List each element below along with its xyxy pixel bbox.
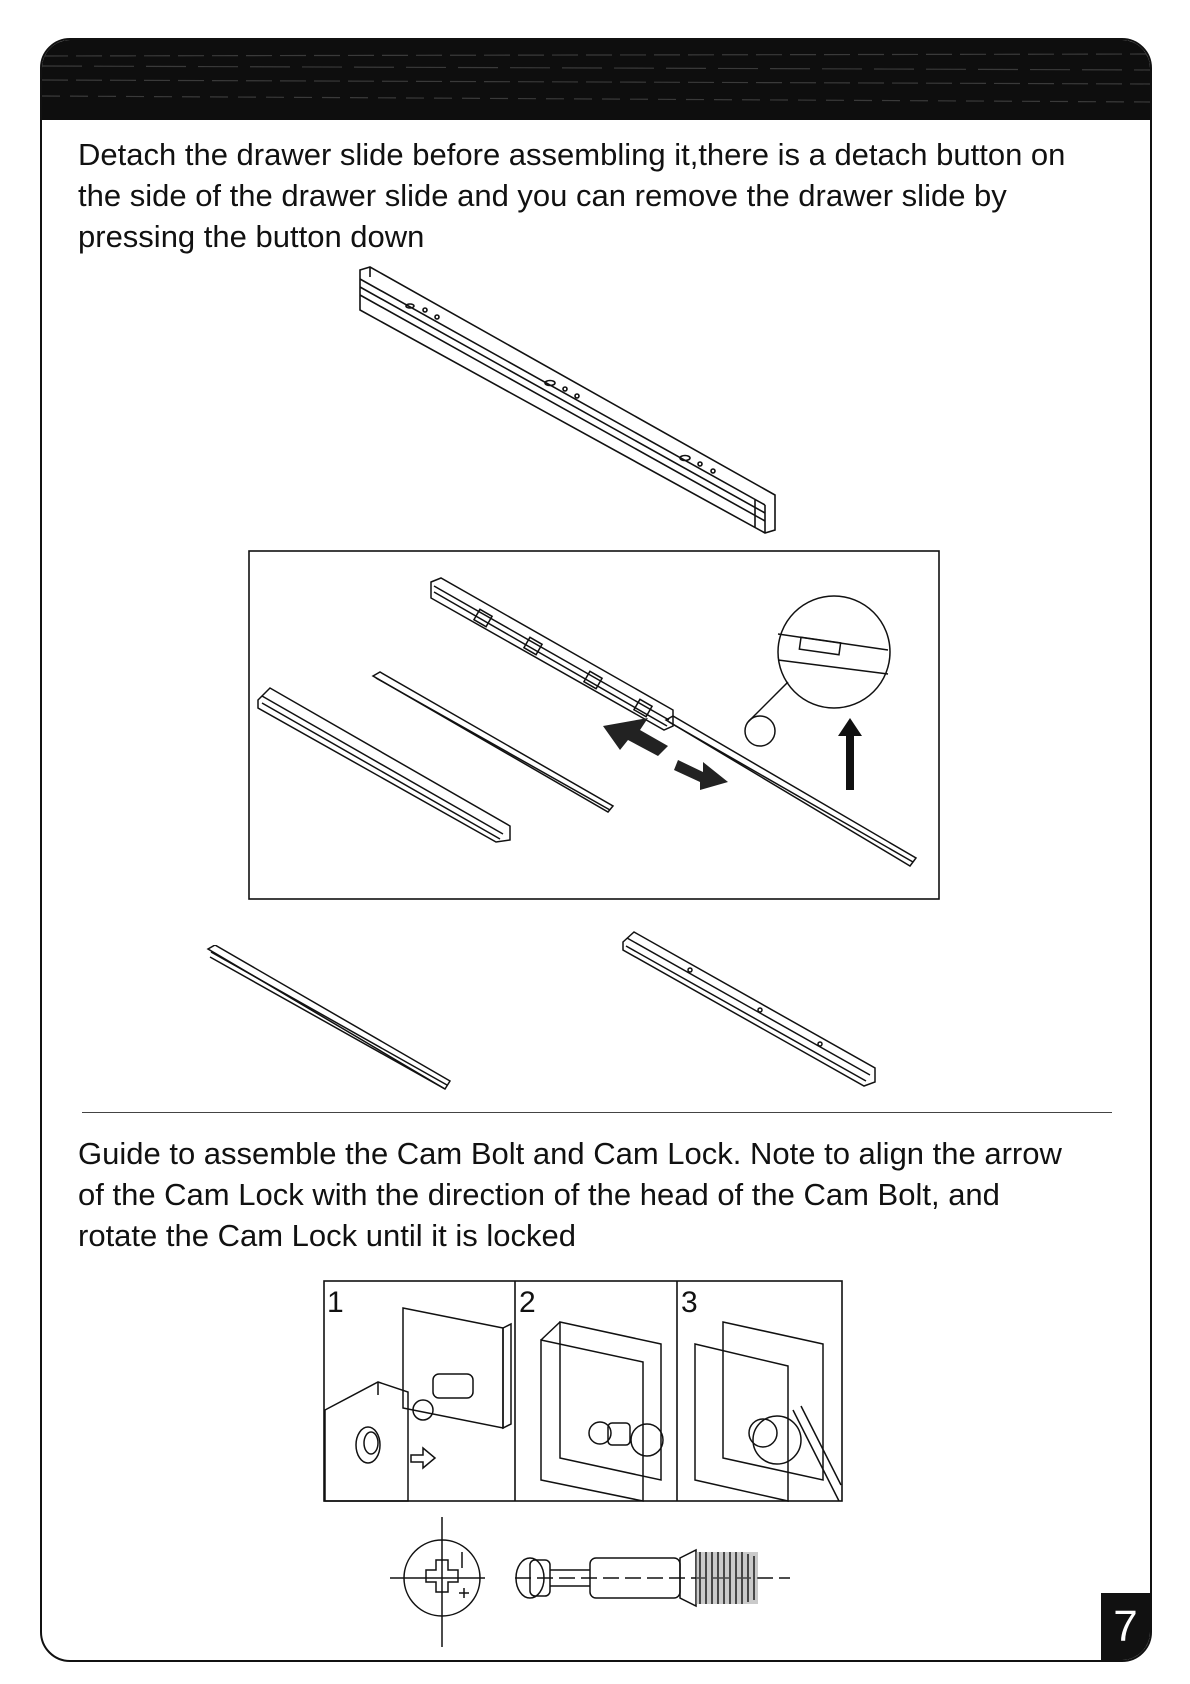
separated-inner-rail bbox=[205, 945, 455, 1095]
step-number-3: 3 bbox=[681, 1286, 698, 1319]
detach-line-1: Detach the drawer slide before assembling it,there is a detach button on bbox=[78, 137, 1066, 172]
cam-line-3: rotate the Cam Lock until it is locked bbox=[78, 1218, 576, 1253]
cam-line-2: of the Cam Lock with the direction of the head of the Cam Bolt, and bbox=[78, 1177, 1000, 1212]
section-divider bbox=[82, 1112, 1112, 1113]
cam-lock-steps-figure bbox=[323, 1280, 843, 1502]
header-band bbox=[42, 40, 1150, 120]
detach-diagram-box bbox=[248, 550, 940, 900]
separated-outer-member bbox=[620, 928, 880, 1088]
drawer-slide-assembled-figure bbox=[355, 265, 785, 540]
cam-bolt-detail-figure bbox=[390, 1512, 810, 1652]
cam-lock-instructions bbox=[78, 1133, 1148, 1256]
detach-line-3: pressing the button down bbox=[78, 219, 425, 254]
detach-line-2: the side of the drawer slide and you can remove the drawer slide by bbox=[78, 178, 1007, 213]
page-number: 7 bbox=[1101, 1593, 1150, 1660]
step-number-1: 1 bbox=[327, 1286, 344, 1319]
header-texture bbox=[42, 40, 1152, 120]
detach-instructions bbox=[78, 134, 1148, 257]
cam-line-1: Guide to assemble the Cam Bolt and Cam Lock. Note to align the arrow bbox=[78, 1136, 1062, 1171]
step-number-2: 2 bbox=[519, 1286, 536, 1319]
